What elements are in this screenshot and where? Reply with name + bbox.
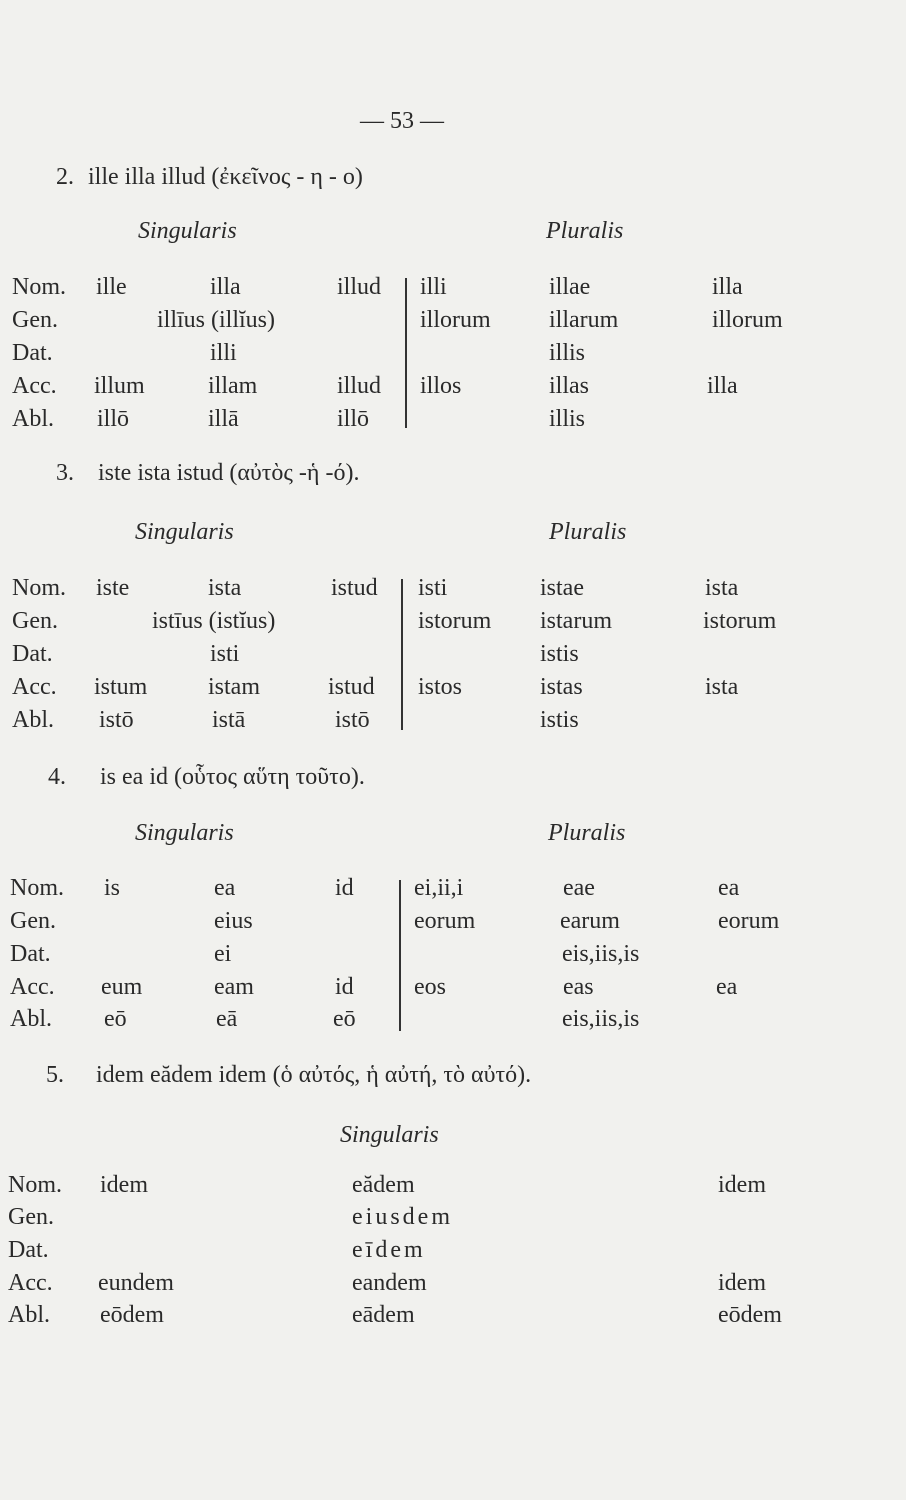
form-cell: idem	[718, 1270, 766, 1296]
form-cell: eundem	[98, 1270, 174, 1296]
form-cell: istos	[418, 674, 463, 700]
form-cell: istorum	[703, 608, 777, 634]
form-cell: eădem	[352, 1172, 415, 1198]
singular-heading: Singularis	[135, 519, 234, 545]
form-cell: earum	[560, 908, 620, 934]
form-cell: istarum	[540, 608, 612, 634]
case-label: Abl.	[12, 406, 54, 432]
case-label: Nom.	[8, 1172, 62, 1198]
form-cell: illud	[337, 373, 382, 399]
column-divider	[399, 880, 401, 1031]
plural-heading: Pluralis	[549, 519, 627, 545]
page-number: — 53 —	[360, 108, 444, 134]
case-label: Dat.	[10, 941, 51, 967]
form-cell: istis	[540, 707, 579, 733]
form-cell: ista	[208, 575, 242, 601]
form-cell: illi	[210, 340, 237, 366]
form-cell: eorum	[414, 908, 476, 934]
form-cell: illa	[210, 274, 241, 300]
singular-heading: Singularis	[138, 218, 237, 244]
form-cell: illīus (illĭus)	[157, 307, 276, 333]
singular-heading: Singularis	[135, 820, 234, 846]
form-cell: istum	[94, 674, 148, 700]
form-cell: istud	[328, 674, 375, 700]
section-title: idem eădem idem (ὁ αὐτός, ἡ αὐτή, τὸ αὐτό).	[96, 1062, 532, 1088]
form-cell: ea	[718, 875, 740, 901]
plural-heading: Pluralis	[548, 820, 626, 846]
form-cell: illō	[337, 406, 370, 432]
form-cell: illas	[549, 373, 589, 399]
form-cell: idem	[718, 1172, 766, 1198]
form-cell: isti	[418, 575, 448, 601]
case-label: Gen.	[8, 1204, 54, 1230]
form-cell: eis,iis,is	[562, 941, 640, 967]
case-label: Acc.	[10, 974, 55, 1000]
case-label: Gen.	[10, 908, 56, 934]
form-cell: ille	[96, 274, 127, 300]
form-cell: ea	[716, 974, 738, 1000]
case-label: Gen.	[12, 307, 58, 333]
form-cell: illō	[97, 406, 130, 432]
form-cell: eas	[563, 974, 594, 1000]
form-cell: eōdem	[100, 1302, 164, 1328]
form-cell: istis	[540, 641, 579, 667]
section-number: 2.	[56, 164, 74, 190]
form-cell: idem	[100, 1172, 148, 1198]
case-label: Abl.	[12, 707, 54, 733]
form-cell: is	[104, 875, 121, 901]
form-cell: illos	[420, 373, 462, 399]
form-cell: illud	[337, 274, 382, 300]
form-cell: ei,ii,i	[414, 875, 464, 901]
form-cell: istud	[331, 575, 378, 601]
form-cell: istō	[335, 707, 370, 733]
case-label: Acc.	[8, 1270, 53, 1296]
section-title: iste ista istud (αὐτὸς -ἡ -ό).	[98, 460, 360, 486]
case-label: Gen.	[12, 608, 58, 634]
form-cell: eandem	[352, 1270, 427, 1296]
section-title: ille illa illud (ἐκεῖνος - η - ο)	[88, 164, 363, 190]
case-label: Nom.	[10, 875, 64, 901]
form-cell: illā	[208, 406, 239, 432]
form-cell: eādem	[352, 1302, 415, 1328]
form-cell: ei	[214, 941, 232, 967]
form-cell: id	[335, 875, 354, 901]
form-cell: iste	[96, 575, 130, 601]
form-cell: illorum	[712, 307, 783, 333]
form-cell: istō	[99, 707, 134, 733]
form-cell: istorum	[418, 608, 492, 634]
form-cell: istam	[208, 674, 260, 700]
case-label: Dat.	[8, 1237, 49, 1263]
form-cell: isti	[210, 641, 240, 667]
case-label: Dat.	[12, 340, 53, 366]
form-cell: eā	[216, 1006, 238, 1032]
section-number: 3.	[56, 460, 74, 486]
form-cell: eius	[214, 908, 253, 934]
section-title: is ea id (οὗτος αὕτη τοῦτο).	[100, 764, 365, 790]
column-divider	[405, 278, 407, 428]
case-label: Acc.	[12, 373, 57, 399]
case-label: Nom.	[12, 575, 66, 601]
case-label: Abl.	[8, 1302, 50, 1328]
form-cell: eō	[333, 1006, 356, 1032]
form-cell: eōdem	[718, 1302, 782, 1328]
form-cell: id	[335, 974, 354, 1000]
case-label: Abl.	[10, 1006, 52, 1032]
column-divider	[401, 579, 403, 730]
singular-heading: Singularis	[340, 1122, 439, 1148]
form-cell: illi	[420, 274, 447, 300]
form-cell: illa	[712, 274, 743, 300]
form-cell: illis	[549, 340, 586, 366]
form-cell: illarum	[549, 307, 619, 333]
form-cell: istas	[540, 674, 583, 700]
form-cell: illam	[208, 373, 258, 399]
case-label: Dat.	[12, 641, 53, 667]
case-label: Acc.	[12, 674, 57, 700]
section-number: 4.	[48, 764, 66, 790]
form-cell: illae	[549, 274, 591, 300]
form-cell: ista	[705, 575, 739, 601]
form-cell: istā	[212, 707, 246, 733]
form-cell: ista	[705, 674, 739, 700]
form-cell: istīus (istĭus)	[152, 608, 276, 634]
case-label: Nom.	[12, 274, 66, 300]
form-cell: istae	[540, 575, 584, 601]
form-cell: illa	[707, 373, 738, 399]
form-cell: eis,iis,is	[562, 1006, 640, 1032]
form-cell: eō	[104, 1006, 127, 1032]
form-cell: illis	[549, 406, 586, 432]
plural-heading: Pluralis	[546, 218, 624, 244]
form-cell: eam	[214, 974, 254, 1000]
form-cell: eae	[563, 875, 595, 901]
form-cell: eiusdem	[352, 1204, 453, 1230]
form-cell: illum	[94, 373, 145, 399]
form-cell: eīdem	[352, 1237, 426, 1263]
form-cell: illorum	[420, 307, 491, 333]
form-cell: ea	[214, 875, 236, 901]
form-cell: eum	[101, 974, 143, 1000]
section-number: 5.	[46, 1062, 64, 1088]
form-cell: eorum	[718, 908, 780, 934]
form-cell: eos	[414, 974, 446, 1000]
